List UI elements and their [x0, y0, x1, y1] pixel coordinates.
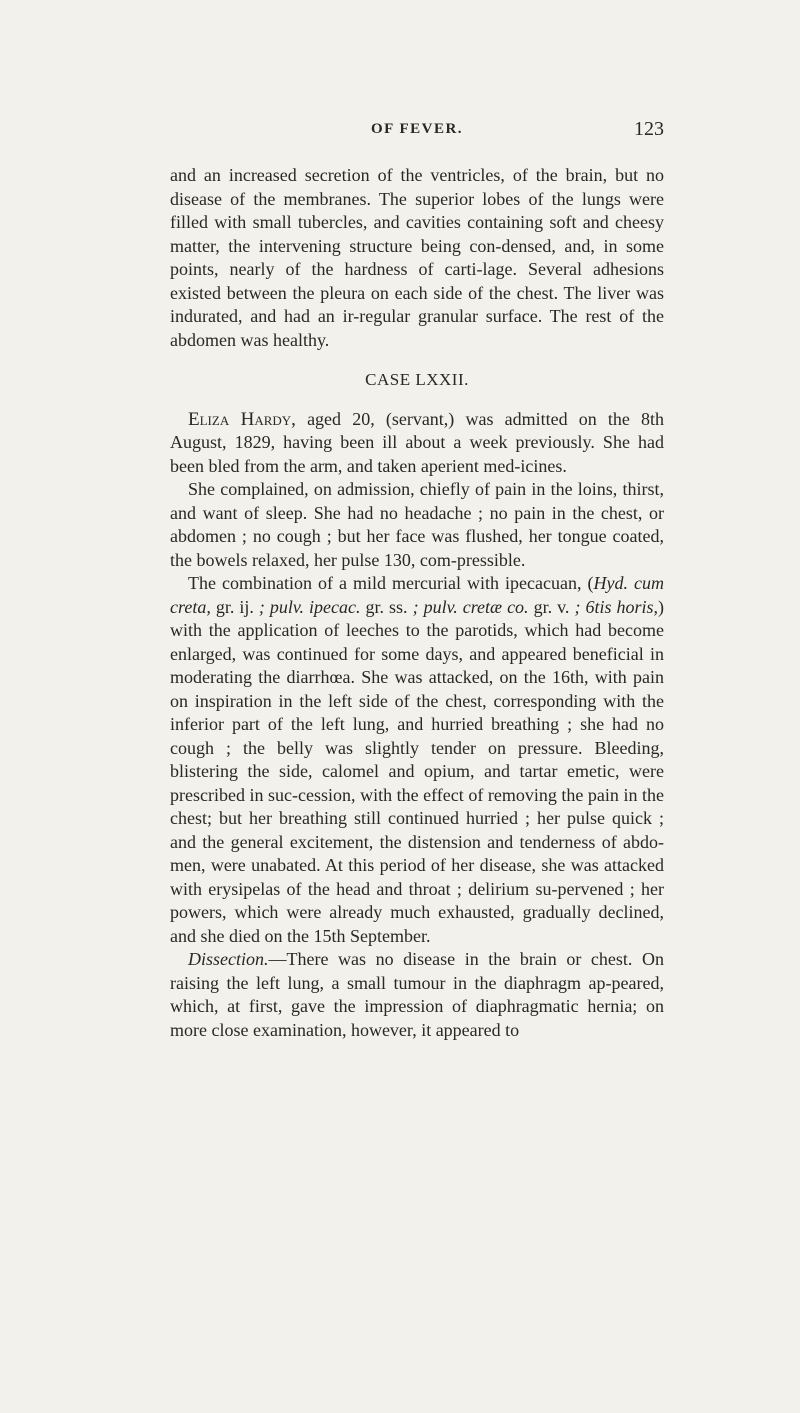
paragraph-dissection [170, 948, 664, 1042]
paragraph-case-intro [170, 408, 664, 479]
prescription-ipecac: ; pulv. ipecac. [258, 596, 361, 617]
page-number: 123 [634, 118, 664, 140]
case-heading: CASE LXXII. [365, 370, 469, 389]
paragraph-continuation: and an increased secretion of the ventricles, of the brain, but no disease of the membranes. The superior lobes of the lungs were filled with small tubercles, and cavities containing soft and cheesy matter, the intervening structure being con-densed, and, in some points, nearly of the hardness of carti-lage. Several adhesions existed between the pleura on each side of the chest. The liver was indurated, and had an ir-regular granular surface. The rest of the abdomen was healthy. [170, 165, 664, 350]
paragraph-symptoms: She complained, on admission, chiefly of pain in the loins, thirst, and want of sleep. She had no headache ; no pain in the chest, or abdomen ; no cough ; but her face was flushed, her tongue coated, the bowels relaxed, her pulse 130, com-pressible. [170, 479, 664, 570]
body-text [170, 164, 664, 1042]
paragraph-treatment [170, 572, 664, 948]
prescription-frequency: ; 6tis horis, [574, 596, 658, 617]
dose-v: gr. v. [528, 596, 575, 617]
prescription-hyd: Hyd. cum creta, [170, 573, 664, 617]
dose-ij: gr. ij. [210, 596, 259, 617]
running-head [170, 116, 664, 142]
running-title: OF FEVER. [370, 121, 464, 137]
treatment-text-a: The combination of a mild mercurial with ipecacuan, ( [188, 573, 594, 593]
case-intro-text: aged 20, (servant,) was admitted on the 8th August, 1829, having been ill about a week previously. She had been bled from the arm, and taken aperient med-icines. [170, 408, 665, 476]
dissection-text: —There was no disease in the brain or chest. On raising the left lung, a small tumour in the diaphragm ap-peared, which, at first, gave the impression of diaphragmatic hernia; on more close examination, however, it appeared to [170, 949, 664, 1040]
dissection-label: Dissection. [188, 949, 269, 969]
patient-name: Eliza Hardy, [188, 408, 296, 430]
prescription-cretae: ; pulv. cretæ co. [412, 596, 529, 617]
treatment-text-b: ) with the application of leeches to the parotids, which had become enlarged, was continued for some days, and appeared beneficial in moderating the diarrhœa. She was attacked, on the 16th, with pain on inspiration in the left side of the chest, corresponding with the inferior part of the left lung, and hurried breathing ; she had no cough ; the belly was slightly tender on pressure. Bleeding, blistering the side, calomel and opium, and tartar emetic, were prescribed in suc-cession, with the effect of removing the pain in the chest; but her breathing still continued hurried ; her pulse quick ; and the general excitement, the distension and tenderness of abdo-men, were unabated. At this period of her disease, she was attacked with erysipelas of the head and throat ; delirium su-pervened ; her powers, which were already much exhausted, gradually declined, and she died on the 15th September. [170, 596, 664, 946]
dose-ss: gr. ss. [360, 596, 413, 617]
